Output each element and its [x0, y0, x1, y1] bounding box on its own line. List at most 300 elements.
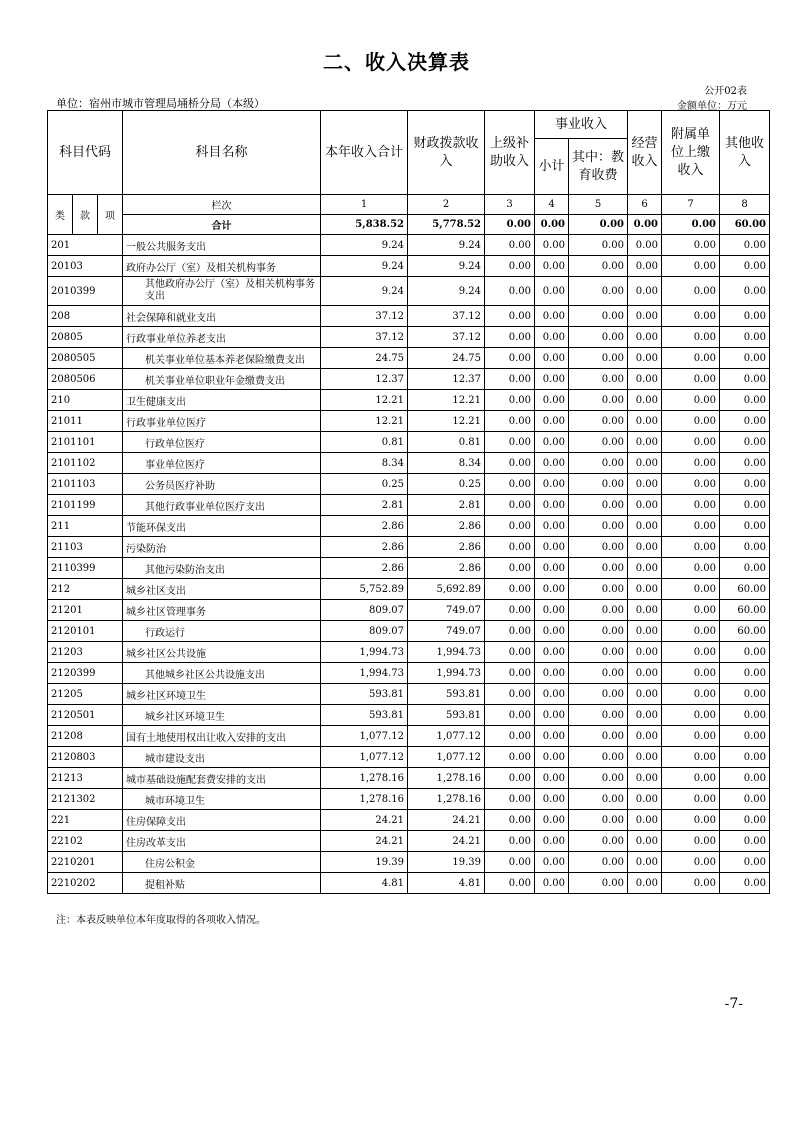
amount-cell: 24.21 [408, 810, 485, 831]
amount-cell: 1,278.16 [408, 789, 485, 810]
amount-cell: 0.00 [662, 684, 720, 705]
amount-cell: 749.07 [408, 600, 485, 621]
amount-cell: 0.00 [569, 537, 628, 558]
col-num: 5 [569, 195, 628, 215]
col-num: 1 [321, 195, 408, 215]
amount-cell: 0.00 [720, 558, 770, 579]
amount-cell: 0.00 [569, 642, 628, 663]
table-row [48, 873, 770, 894]
amount-cell: 2.86 [408, 537, 485, 558]
total-value: 5,838.52 [321, 215, 408, 235]
table-row [48, 516, 770, 537]
amount-cell: 0.00 [485, 600, 535, 621]
amount-cell: 0.00 [628, 642, 662, 663]
account-code: 2101199 [48, 495, 123, 516]
table-row [48, 327, 770, 348]
table-row [48, 663, 770, 684]
amount-cell: 2.86 [408, 558, 485, 579]
account-name: 其他政府办公厅（室）及相关机构事务支出 [123, 277, 321, 306]
account-code: 208 [48, 306, 123, 327]
amount-cell: 749.07 [408, 621, 485, 642]
amount-cell: 0.00 [662, 768, 720, 789]
account-code: 2010399 [48, 277, 123, 306]
account-code: 21203 [48, 642, 123, 663]
table-row [48, 390, 770, 411]
amount-cell: 1,077.12 [321, 747, 408, 768]
table-row [48, 747, 770, 768]
table-row [48, 235, 770, 256]
amount-cell: 0.81 [321, 432, 408, 453]
amount-cell: 0.00 [569, 726, 628, 747]
account-name: 行政运行 [123, 621, 321, 642]
amount-cell: 0.00 [720, 277, 770, 306]
amount-cell: 0.00 [485, 684, 535, 705]
amount-cell: 0.00 [485, 768, 535, 789]
amount-cell: 0.00 [569, 348, 628, 369]
account-code: 2101103 [48, 474, 123, 495]
amount-cell: 0.00 [662, 747, 720, 768]
amount-cell: 809.07 [321, 621, 408, 642]
amount-cell: 1,994.73 [408, 663, 485, 684]
col-num: 7 [662, 195, 720, 215]
amount-cell: 0.00 [662, 852, 720, 873]
amount-cell: 0.00 [485, 327, 535, 348]
table-row [48, 621, 770, 642]
amount-cell: 2.81 [321, 495, 408, 516]
amount-cell: 0.00 [485, 873, 535, 894]
amount-cell: 0.00 [628, 495, 662, 516]
amount-cell: 0.00 [569, 411, 628, 432]
account-code: 2120101 [48, 621, 123, 642]
amount-cell: 0.00 [720, 348, 770, 369]
table-row [48, 705, 770, 726]
total-value: 0.00 [662, 215, 720, 235]
amount-cell: 0.00 [535, 579, 569, 600]
amount-cell: 0.00 [720, 390, 770, 411]
amount-cell: 0.00 [569, 453, 628, 474]
amount-cell: 593.81 [321, 705, 408, 726]
table-row [48, 684, 770, 705]
amount-cell: 0.00 [662, 516, 720, 537]
total-value: 5,778.52 [408, 215, 485, 235]
amount-cell: 0.00 [628, 432, 662, 453]
amount-cell: 0.00 [720, 684, 770, 705]
table-row [48, 831, 770, 852]
amount-cell: 0.00 [628, 327, 662, 348]
total-label: 合计 [123, 215, 321, 235]
amount-cell: 0.00 [535, 432, 569, 453]
amount-cell: 0.00 [720, 327, 770, 348]
amount-cell: 1,077.12 [408, 726, 485, 747]
amount-cell: 0.00 [628, 537, 662, 558]
amount-cell: 0.00 [662, 390, 720, 411]
amount-cell: 0.00 [628, 306, 662, 327]
table-row [48, 256, 770, 277]
col-num: 6 [628, 195, 662, 215]
amount-cell: 0.00 [628, 579, 662, 600]
amount-cell: 12.21 [321, 390, 408, 411]
amount-cell: 0.00 [485, 256, 535, 277]
amount-cell: 0.00 [535, 537, 569, 558]
header-fiscal: 财政拨款收入 [408, 111, 485, 195]
amount-cell: 0.00 [720, 369, 770, 390]
account-name: 机关事业单位基本养老保险缴费支出 [123, 348, 321, 369]
amount-cell: 0.00 [485, 411, 535, 432]
account-code: 2120501 [48, 705, 123, 726]
amount-cell: 1,278.16 [321, 789, 408, 810]
amount-cell: 0.00 [569, 600, 628, 621]
account-name: 行政事业单位养老支出 [123, 327, 321, 348]
amount-cell: 0.00 [535, 369, 569, 390]
amount-cell: 60.00 [720, 600, 770, 621]
account-name: 政府办公厅（室）及相关机构事务 [123, 256, 321, 277]
col-num: 4 [535, 195, 569, 215]
income-table [47, 110, 770, 894]
amount-cell: 0.00 [535, 390, 569, 411]
amount-cell: 0.00 [569, 789, 628, 810]
amount-cell: 0.00 [535, 789, 569, 810]
amount-cell: 0.00 [628, 453, 662, 474]
amount-cell: 0.00 [662, 600, 720, 621]
amount-cell: 0.00 [628, 369, 662, 390]
account-name: 城市基础设施配套费安排的支出 [123, 768, 321, 789]
account-name: 公务员医疗补助 [123, 474, 321, 495]
amount-cell: 0.00 [662, 558, 720, 579]
account-name: 住房保障支出 [123, 810, 321, 831]
amount-cell: 0.00 [535, 495, 569, 516]
amount-cell: 2.81 [408, 495, 485, 516]
amount-cell: 9.24 [408, 235, 485, 256]
amount-cell: 0.00 [485, 537, 535, 558]
amount-cell: 1,994.73 [321, 663, 408, 684]
amount-cell: 0.00 [485, 235, 535, 256]
account-code: 2120399 [48, 663, 123, 684]
amount-cell: 1,077.12 [408, 747, 485, 768]
amount-cell: 2.86 [408, 516, 485, 537]
amount-cell: 0.00 [569, 831, 628, 852]
table-row [48, 537, 770, 558]
amount-cell: 9.24 [408, 277, 485, 306]
amount-cell: 0.00 [720, 705, 770, 726]
amount-cell: 0.00 [485, 810, 535, 831]
amount-cell: 593.81 [408, 705, 485, 726]
amount-cell: 4.81 [408, 873, 485, 894]
amount-cell: 0.00 [628, 256, 662, 277]
table-row [48, 348, 770, 369]
table-row [48, 600, 770, 621]
amount-cell: 0.00 [535, 306, 569, 327]
amount-cell: 0.00 [662, 726, 720, 747]
amount-cell: 0.00 [485, 852, 535, 873]
amount-cell: 0.25 [408, 474, 485, 495]
amount-cell: 0.00 [485, 579, 535, 600]
amount-cell: 0.00 [720, 453, 770, 474]
amount-cell: 0.00 [535, 831, 569, 852]
amount-cell: 0.00 [485, 369, 535, 390]
amount-cell: 0.00 [628, 684, 662, 705]
amount-cell: 0.00 [535, 621, 569, 642]
amount-cell: 0.00 [569, 432, 628, 453]
account-name: 节能环保支出 [123, 516, 321, 537]
amount-cell: 1,994.73 [408, 642, 485, 663]
amount-cell: 0.00 [662, 810, 720, 831]
amount-cell: 0.00 [720, 642, 770, 663]
table-row [48, 432, 770, 453]
amount-cell: 0.00 [720, 235, 770, 256]
amount-cell: 0.00 [720, 537, 770, 558]
account-code: 210 [48, 390, 123, 411]
amount-cell: 12.21 [408, 411, 485, 432]
account-name: 城乡社区支出 [123, 579, 321, 600]
table-row [48, 474, 770, 495]
amount-cell: 593.81 [408, 684, 485, 705]
account-name: 其他城乡社区公共设施支出 [123, 663, 321, 684]
amount-cell: 4.81 [321, 873, 408, 894]
amount-cell: 0.00 [535, 558, 569, 579]
account-name: 其他污染防治支出 [123, 558, 321, 579]
amount-cell: 2.86 [321, 537, 408, 558]
account-name: 国有土地使用权出让收入安排的支出 [123, 726, 321, 747]
table-row [48, 810, 770, 831]
amount-cell: 0.00 [569, 810, 628, 831]
header-kuan: 款 [73, 195, 98, 235]
amount-cell: 0.00 [720, 663, 770, 684]
amount-unit: 金额单位：万元 [677, 101, 747, 112]
account-code: 2120803 [48, 747, 123, 768]
account-code: 2080505 [48, 348, 123, 369]
amount-cell: 24.21 [321, 831, 408, 852]
amount-cell: 0.00 [535, 411, 569, 432]
amount-cell: 0.00 [662, 411, 720, 432]
amount-cell: 0.00 [662, 306, 720, 327]
account-name: 一般公共服务支出 [123, 235, 321, 256]
amount-cell: 0.00 [720, 411, 770, 432]
amount-cell: 60.00 [720, 579, 770, 600]
account-code: 2080506 [48, 369, 123, 390]
account-code: 2121302 [48, 789, 123, 810]
amount-cell: 0.00 [628, 235, 662, 256]
amount-cell: 0.00 [485, 453, 535, 474]
amount-cell: 0.00 [662, 256, 720, 277]
amount-cell: 9.24 [321, 256, 408, 277]
amount-cell: 0.00 [662, 831, 720, 852]
amount-cell: 0.00 [569, 235, 628, 256]
amount-cell: 0.00 [535, 768, 569, 789]
account-name: 城乡社区公共设施 [123, 642, 321, 663]
amount-cell: 0.00 [569, 852, 628, 873]
amount-cell: 0.00 [628, 474, 662, 495]
amount-cell: 5,752.89 [321, 579, 408, 600]
amount-cell: 0.00 [569, 705, 628, 726]
amount-cell: 0.00 [662, 663, 720, 684]
account-name: 机关事业单位职业年金缴费支出 [123, 369, 321, 390]
amount-cell: 0.00 [569, 684, 628, 705]
table-row [48, 306, 770, 327]
header-total: 本年收入合计 [321, 111, 408, 195]
header-biz-subtotal: 小计 [535, 139, 569, 195]
amount-cell: 0.00 [720, 852, 770, 873]
amount-cell: 0.00 [662, 642, 720, 663]
amount-cell: 0.00 [720, 495, 770, 516]
amount-cell: 0.00 [535, 684, 569, 705]
amount-cell: 0.00 [662, 453, 720, 474]
amount-cell: 0.00 [662, 705, 720, 726]
account-code: 2210202 [48, 873, 123, 894]
account-name: 提租补贴 [123, 873, 321, 894]
amount-cell: 0.00 [485, 432, 535, 453]
amount-cell: 0.00 [569, 474, 628, 495]
amount-cell: 0.00 [720, 432, 770, 453]
amount-cell: 0.00 [569, 747, 628, 768]
page-title: 二、收入决算表 [323, 50, 470, 74]
amount-cell: 0.00 [628, 873, 662, 894]
amount-cell: 0.00 [485, 516, 535, 537]
amount-cell: 0.00 [720, 747, 770, 768]
account-name: 住房公积金 [123, 852, 321, 873]
amount-cell: 0.00 [535, 453, 569, 474]
table-row [48, 277, 770, 306]
table-row [48, 579, 770, 600]
amount-cell: 0.00 [662, 873, 720, 894]
amount-cell: 0.00 [662, 579, 720, 600]
account-name: 城乡社区环境卫生 [123, 684, 321, 705]
col-num: 2 [408, 195, 485, 215]
form-number: 公开02表 [704, 86, 747, 97]
amount-cell: 0.00 [535, 474, 569, 495]
amount-cell: 0.00 [628, 831, 662, 852]
amount-cell: 0.00 [535, 327, 569, 348]
amount-cell: 0.00 [720, 474, 770, 495]
amount-cell: 0.00 [720, 516, 770, 537]
account-name: 城市环境卫生 [123, 789, 321, 810]
header-other: 其他收入 [720, 111, 770, 195]
total-value: 0.00 [535, 215, 569, 235]
amount-cell: 0.00 [485, 348, 535, 369]
amount-cell: 0.00 [628, 768, 662, 789]
amount-cell: 0.00 [535, 277, 569, 306]
account-code: 2101102 [48, 453, 123, 474]
amount-cell: 0.00 [569, 306, 628, 327]
amount-cell: 0.00 [720, 726, 770, 747]
account-name: 其他行政事业单位医疗支出 [123, 495, 321, 516]
account-code: 2210201 [48, 852, 123, 873]
amount-cell: 0.00 [569, 558, 628, 579]
amount-cell: 0.00 [628, 852, 662, 873]
amount-cell: 0.00 [535, 600, 569, 621]
account-code: 21208 [48, 726, 123, 747]
account-code: 2101101 [48, 432, 123, 453]
header-lanci: 栏次 [123, 195, 321, 215]
amount-cell: 0.00 [485, 277, 535, 306]
col-num: 3 [485, 195, 535, 215]
amount-cell: 0.00 [535, 256, 569, 277]
amount-cell: 0.00 [535, 810, 569, 831]
account-code: 20103 [48, 256, 123, 277]
account-name: 污染防治 [123, 537, 321, 558]
amount-cell: 0.00 [569, 516, 628, 537]
header-name: 科目名称 [123, 111, 321, 195]
amount-cell: 37.12 [408, 327, 485, 348]
header-xiang: 项 [98, 195, 123, 235]
amount-cell: 0.00 [662, 495, 720, 516]
amount-cell: 0.00 [485, 663, 535, 684]
account-code: 20805 [48, 327, 123, 348]
amount-cell: 0.00 [485, 621, 535, 642]
amount-cell: 0.00 [628, 705, 662, 726]
account-name: 行政事业单位医疗 [123, 411, 321, 432]
amount-cell: 0.00 [628, 726, 662, 747]
table-row [48, 642, 770, 663]
amount-cell: 2.86 [321, 558, 408, 579]
amount-cell: 0.00 [662, 621, 720, 642]
amount-cell: 8.34 [408, 453, 485, 474]
amount-cell: 0.00 [569, 495, 628, 516]
amount-cell: 0.00 [569, 256, 628, 277]
col-num: 8 [720, 195, 770, 215]
amount-cell: 0.00 [535, 663, 569, 684]
amount-cell: 12.37 [321, 369, 408, 390]
table-row [48, 495, 770, 516]
amount-cell: 0.00 [720, 306, 770, 327]
header-upper: 上级补助收入 [485, 111, 535, 195]
account-code: 212 [48, 579, 123, 600]
amount-cell: 0.00 [569, 277, 628, 306]
account-name: 住房改革支出 [123, 831, 321, 852]
amount-cell: 1,994.73 [321, 642, 408, 663]
amount-cell: 0.00 [720, 768, 770, 789]
amount-cell: 0.00 [569, 621, 628, 642]
total-value: 0.00 [628, 215, 662, 235]
amount-cell: 0.00 [628, 810, 662, 831]
amount-cell: 0.00 [662, 432, 720, 453]
amount-cell: 0.00 [535, 726, 569, 747]
amount-cell: 12.21 [321, 411, 408, 432]
account-name: 城乡社区管理事务 [123, 600, 321, 621]
amount-cell: 0.00 [535, 516, 569, 537]
account-code: 221 [48, 810, 123, 831]
amount-cell: 1,077.12 [321, 726, 408, 747]
header-biz-edu: 其中：教育收费 [569, 139, 628, 195]
amount-cell: 0.00 [662, 277, 720, 306]
amount-cell: 0.81 [408, 432, 485, 453]
account-code: 21205 [48, 684, 123, 705]
total-value: 0.00 [569, 215, 628, 235]
amount-cell: 0.00 [628, 390, 662, 411]
amount-cell: 0.00 [720, 256, 770, 277]
amount-cell: 0.00 [628, 600, 662, 621]
account-name: 城市建设支出 [123, 747, 321, 768]
header-lei: 类 [48, 195, 73, 235]
amount-cell: 0.00 [720, 831, 770, 852]
amount-cell: 1,278.16 [321, 768, 408, 789]
amount-cell: 0.00 [485, 642, 535, 663]
amount-cell: 0.00 [485, 747, 535, 768]
amount-cell: 0.00 [628, 621, 662, 642]
table-row [48, 558, 770, 579]
amount-cell: 24.75 [408, 348, 485, 369]
amount-cell: 24.75 [321, 348, 408, 369]
amount-cell: 0.00 [662, 327, 720, 348]
amount-cell: 0.00 [535, 873, 569, 894]
amount-cell: 1,278.16 [408, 768, 485, 789]
amount-cell: 0.00 [569, 768, 628, 789]
amount-cell: 5,692.89 [408, 579, 485, 600]
amount-cell: 9.24 [321, 277, 408, 306]
table-row [48, 852, 770, 873]
account-code: 21201 [48, 600, 123, 621]
page-number: -7- [724, 996, 743, 1012]
account-name: 城乡社区环境卫生 [123, 705, 321, 726]
